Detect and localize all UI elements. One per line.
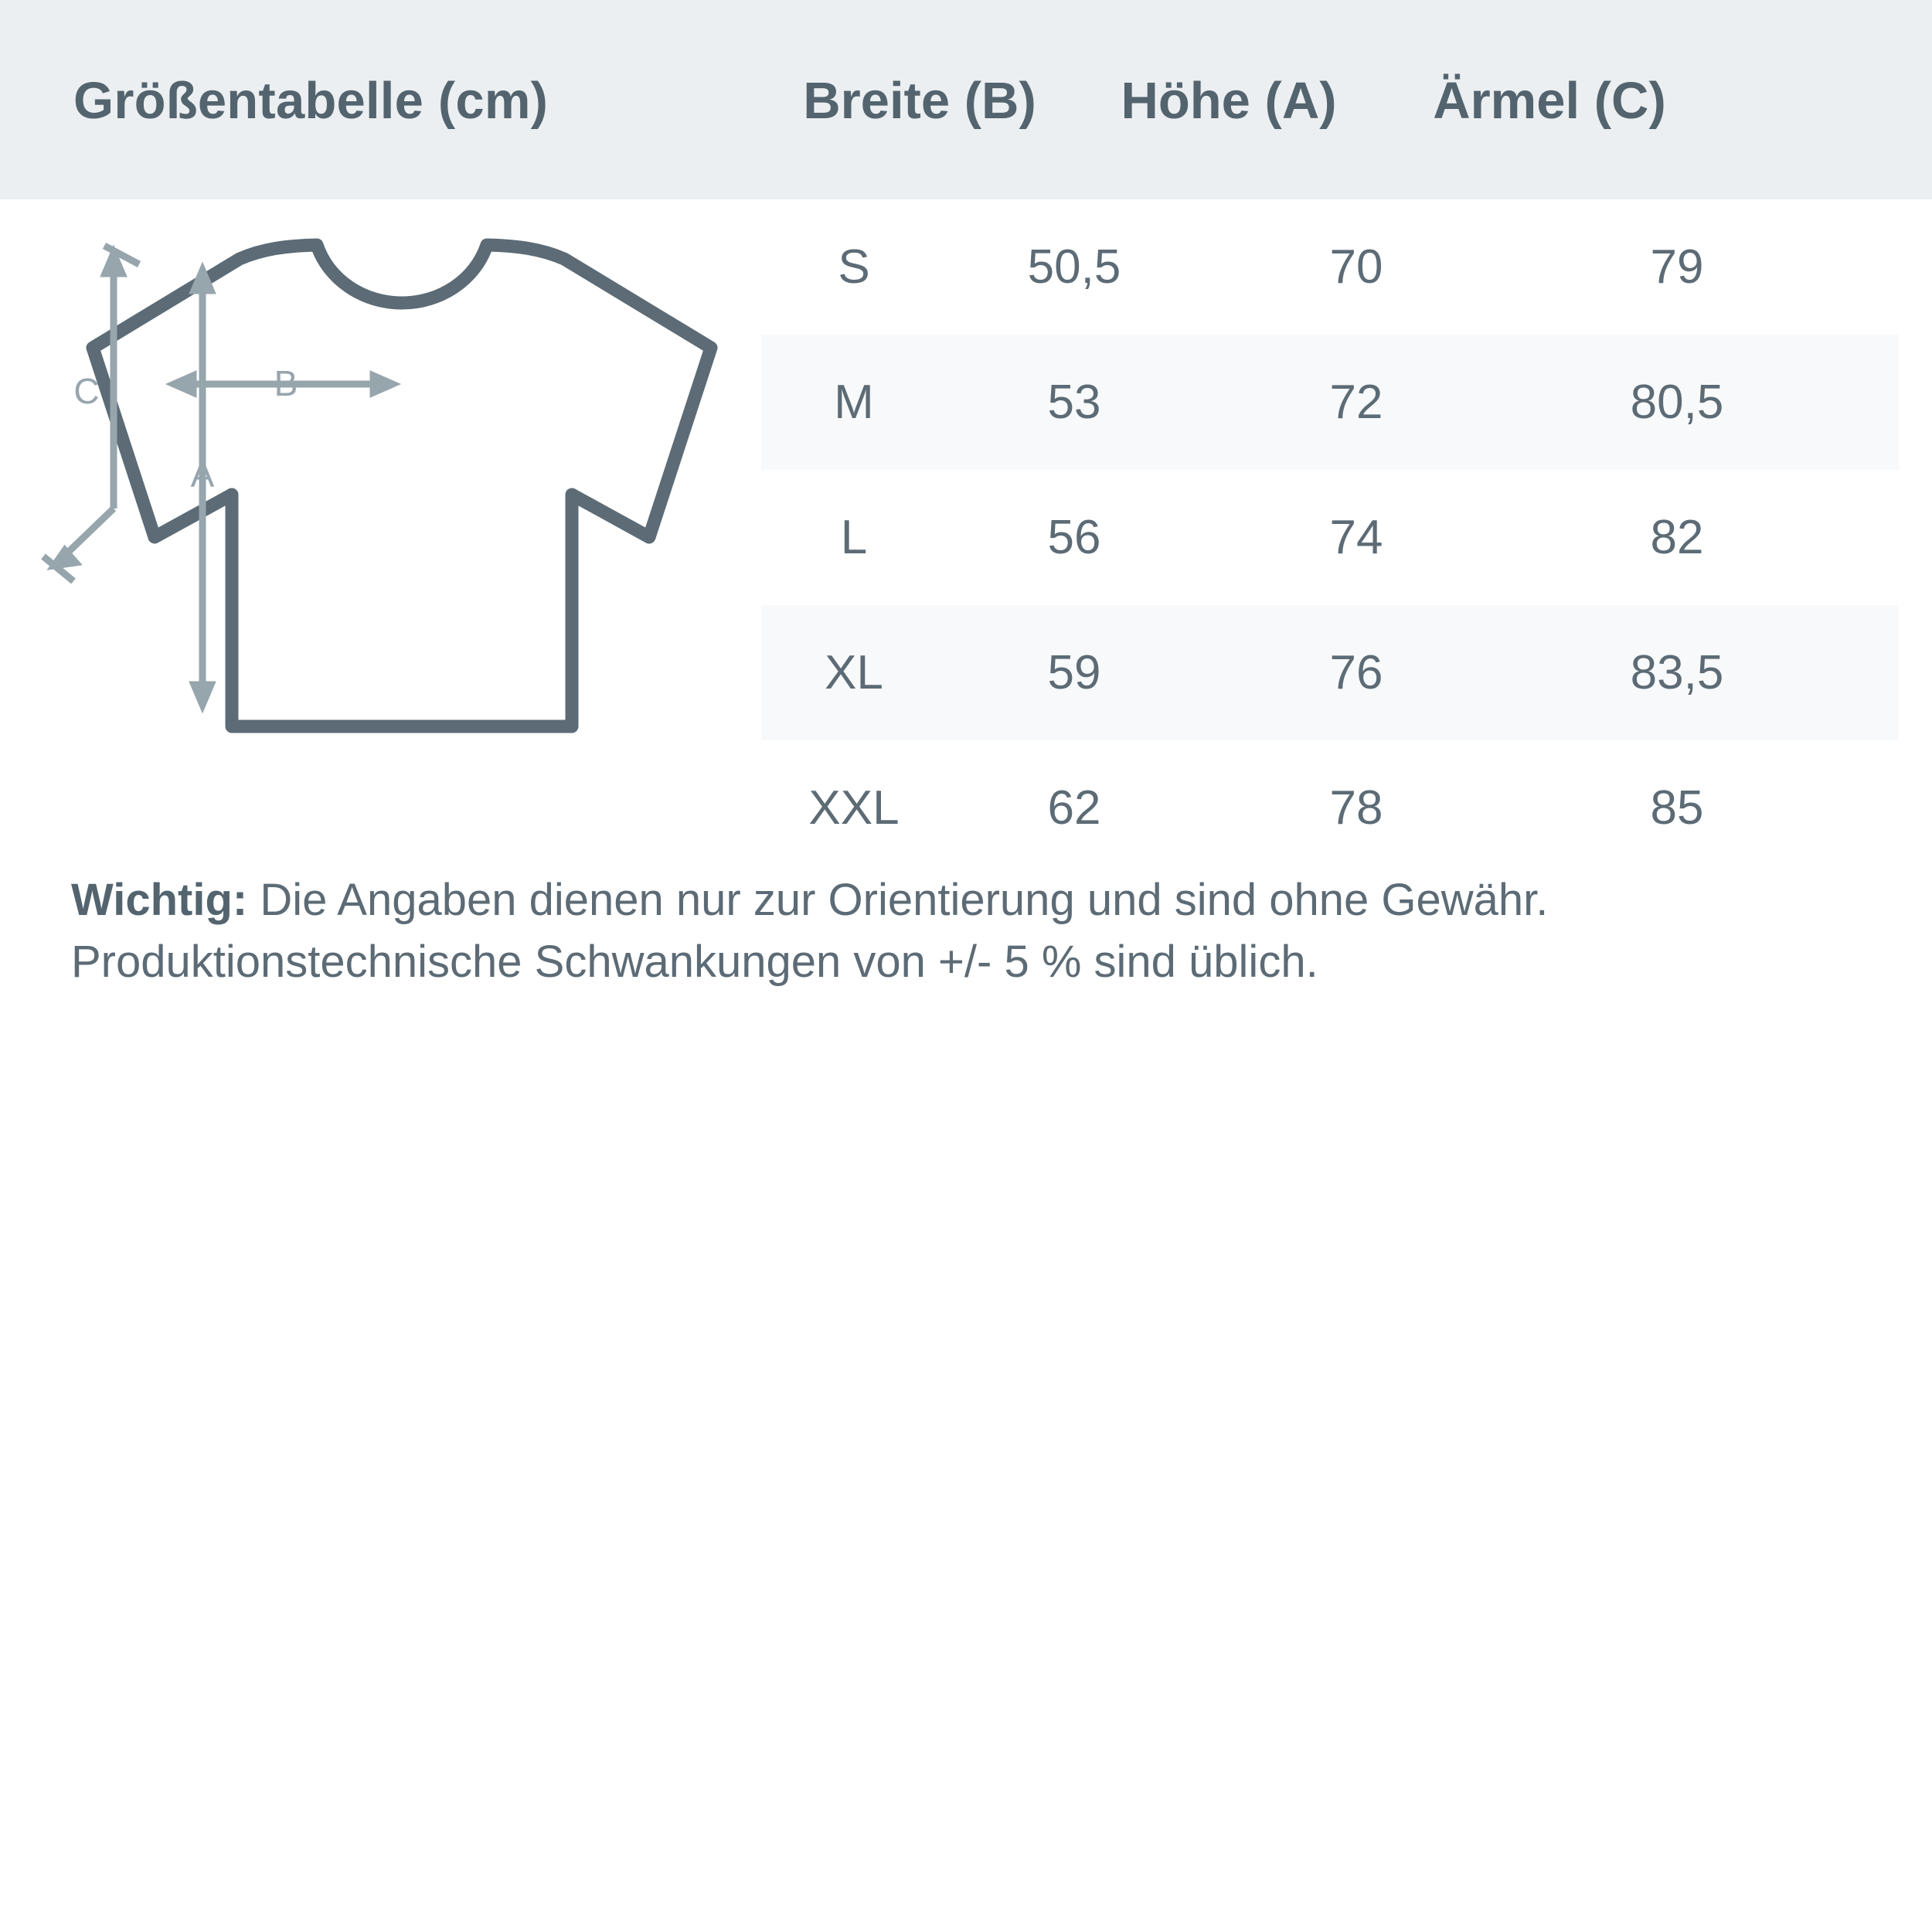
column-header-aermel: Ärmel (C)	[1433, 72, 1666, 130]
column-header-breite: Breite (B)	[803, 72, 1036, 130]
cell-aermel: 85	[1650, 781, 1704, 835]
cell-aermel: 79	[1650, 240, 1704, 294]
cell-breite: 53	[1047, 376, 1101, 429]
dimension-c	[43, 246, 139, 581]
column-headers	[765, 71, 1862, 131]
cell-breite: 62	[1047, 781, 1101, 835]
cell-hoehe: 78	[1329, 781, 1383, 835]
cell-size: XL	[825, 646, 883, 699]
cell-size: M	[834, 376, 874, 429]
longsleeve-shirt-icon	[93, 245, 711, 726]
disclaimer-label: Wichtig:	[71, 875, 248, 925]
size-table	[761, 199, 1899, 876]
cell-size: XXL	[808, 781, 900, 835]
cell-size: L	[840, 511, 868, 564]
table-row	[761, 335, 1899, 470]
disclaimer-note	[71, 869, 1872, 993]
cell-breite: 56	[1047, 511, 1101, 564]
cell-hoehe: 74	[1329, 511, 1383, 564]
garment-diagram	[31, 232, 765, 804]
cell-breite: 50,5	[1027, 240, 1121, 294]
cell-size: S	[838, 240, 870, 294]
table-row	[761, 470, 1899, 605]
table-row	[761, 199, 1899, 335]
label-a: A	[190, 454, 215, 495]
disclaimer-text: Die Angaben dienen nur zur Orientierung und sind ohne Gewähr. Produktionstechnische Schwankungen von +/- 5 % sind üblich.	[71, 875, 1549, 988]
cell-breite: 59	[1047, 646, 1101, 699]
cell-hoehe: 70	[1329, 240, 1383, 294]
table-row	[761, 605, 1899, 740]
label-c: C	[73, 371, 100, 411]
cell-aermel: 83,5	[1630, 646, 1724, 699]
page-title: Größentabelle (cm)	[73, 72, 549, 130]
cell-aermel: 82	[1650, 511, 1704, 564]
column-header-hoehe: Höhe (A)	[1121, 72, 1337, 130]
table-row	[761, 740, 1899, 876]
cell-hoehe: 76	[1329, 646, 1383, 699]
cell-aermel: 80,5	[1630, 376, 1724, 429]
cell-hoehe: 72	[1329, 376, 1383, 429]
label-b: B	[274, 363, 298, 403]
